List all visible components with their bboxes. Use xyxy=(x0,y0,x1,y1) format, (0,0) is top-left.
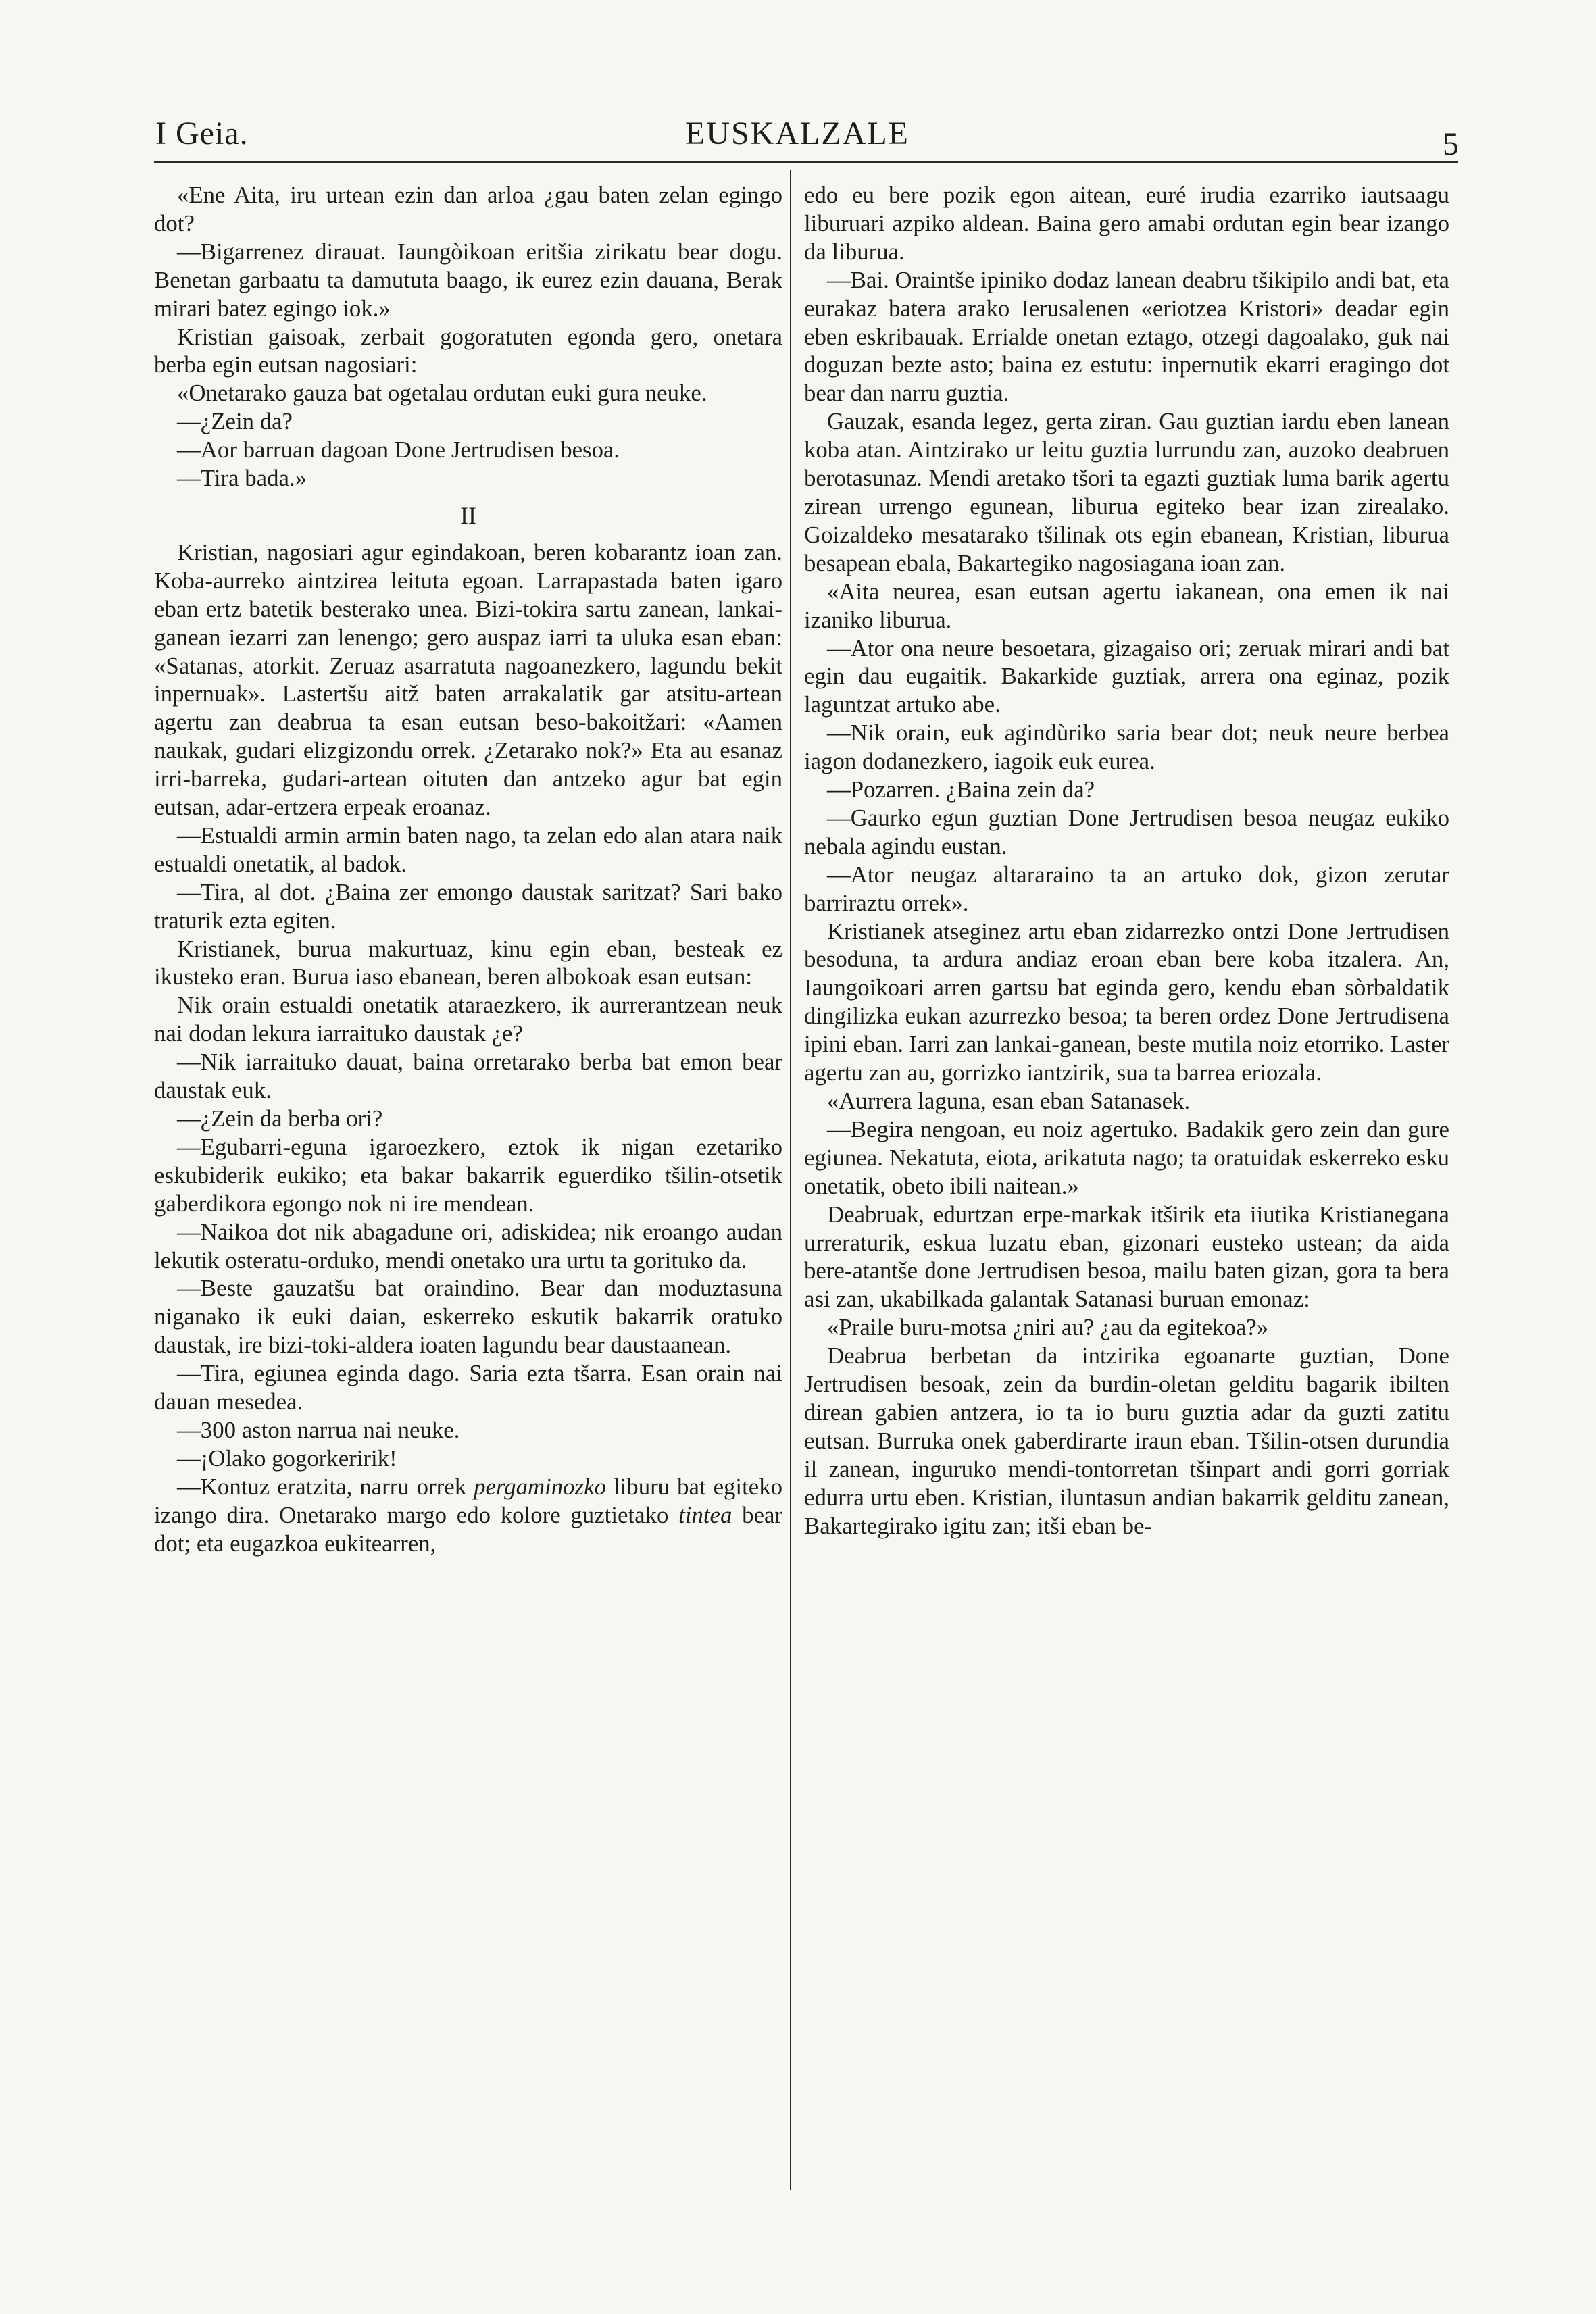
paragraph: Deabruak, edurtzan erpe-markak itširik eta iiutika Kristianegana urreraturik, eskua luzatu eban, gizonari eusteko ustean; da aida bere-atantše done Jertrudisen besoa, mailu baten gizan, gora ta bera asi zan, ukabilkada galantak Satanasi buruan emonaz: xyxy=(804,1201,1449,1313)
paragraph: «Ene Aita, iru urtean ezin dan arloa ¿gau baten zelan egingo dot? xyxy=(154,182,782,236)
paragraph: —¿Zein da berba ori? xyxy=(177,1105,383,1132)
paragraph: —Beste gauzatšu bat oraindino. Bear dan moduztasuna niganako ik euki daian, eskerreko eskutik bakarrik oratuko daustak, ire bizi-toki-aldera ioaten lagundu bear daustaanean. xyxy=(154,1275,782,1359)
paragraph: —Kontuz eratzita, narru orrek pergaminozko liburu bat egiteko izango dira. Onetarako margo edo kolore guztietako tintea bear dot; eta eugazkoa eukitearren, xyxy=(154,1473,782,1557)
left-paragraphs-before xyxy=(154,181,782,493)
italic-word: tintea xyxy=(678,1501,732,1528)
paragraph: Kristianek atseginez artu eban zidarrezko ontzi Done Jertrudisen besoduna, ta ardura andiaz eroan eban bere koba itzalera. An, Iaungoikoari arren gartsu bat eginda gero, kendu eban sòrbaldatik dingilizka eukan azurrezko besoa; ta beren ordez Done Jertrudisena ipini eban. Iarri zan lankai-ganean, beste mutila noiz etorriko. Laster agertu zan au, gorrizko iantzirik, sua ta barrea eriozala. xyxy=(804,917,1449,1086)
paragraph: —Pozarren. ¿Baina zein da? xyxy=(827,776,1095,803)
paragraph: Kristian gaisoak, zerbait gogoratuten egonda gero, onetara berba egin eutsan nagosiari: xyxy=(154,323,782,378)
paragraph: —Aor barruan dagoan Done Jertrudisen besoa. xyxy=(177,436,620,463)
paragraph: —Tira bada.» xyxy=(177,465,307,492)
section-heading: II xyxy=(460,501,476,529)
right-column xyxy=(804,181,1449,1540)
issue-label: I Geia. xyxy=(155,116,249,151)
paragraph: «Aurrera laguna, esan eban Satanasek. xyxy=(827,1088,1191,1114)
right-paragraphs xyxy=(804,181,1449,1540)
paragraph: «Praile buru-motsa ¿niri au? ¿au da egitekoa?» xyxy=(827,1314,1269,1341)
paragraph: —Begira nengoan, eu noiz agertuko. Badakik gero zein dan gure egiunea. Nekatuta, eiota, arikatuta nago; ta oratuidak eskerreko esku onetatik, obeto ibili naitean.» xyxy=(804,1115,1449,1199)
italic-word: pergaminozko xyxy=(474,1473,606,1500)
paragraph: —¿Zein da? xyxy=(177,408,293,435)
running-header xyxy=(135,108,1460,162)
paragraph: edo eu bere pozik egon aitean, euré irudia ezarriko iautsaagu liburuari azpiko aldean. Baina gero amabi ordutan egin bear izango da liburua. xyxy=(804,182,1449,265)
paragraph: —Nik orain, euk agindùriko saria bear dot; neuk neure berbea iagon dodanezkero, iagoik euk eurea. xyxy=(804,720,1449,775)
header-rule xyxy=(154,161,1458,163)
column-rule xyxy=(790,170,791,2190)
paragraph: —300 aston narrua nai neuke. xyxy=(177,1416,460,1443)
paragraph: Deabrua berbetan da intzirika egoanarte guztian, Done Jertrudisen besoak, zein da burdin-oletan gelditu bagarik ibilten direan gabien antzera, io ta io buru guztia adar da guzti zatitu eutsan. Burruka onek gaberdirarte iraun eban. Tšilin-otsen durundia il zanean, inguruko mendi-tontorretan tšinpart andi gorri gorriak edurra urtu eben. Kristian, iluntasun andian bakarrik gelditu zanean, Bakartegirako igitu zan; itši eban be- xyxy=(804,1342,1449,1539)
paragraph: —Naikoa dot nik abagadune ori, adiskidea; nik eroango audan lekutik osteratu-orduko, mendi onetako ura urtu ta gorituko da. xyxy=(154,1218,782,1274)
paragraph: Kristianek, burua makurtuaz, kinu egin eban, besteak ez ikusteko eran. Burua iaso ebanean, beren albokoak esan eutsan: xyxy=(154,935,782,990)
paragraph: —Nik iarraituko dauat, baina orretarako berba bat emon bear daustak euk. xyxy=(154,1049,782,1104)
paragraph: Nik orain estualdi onetatik ataraezkero, ik aurrerantzean neuk nai dodan lekura iarraituko daustak ¿e? xyxy=(154,992,782,1047)
paragraph: —¡Olako gogorkeririk! xyxy=(177,1444,397,1472)
page-number: 5 xyxy=(1443,126,1460,162)
paragraph: —Estualdi armin armin baten nago, ta zelan edo alan atara naik estualdi onetatik, al badok. xyxy=(154,822,782,877)
paragraph: «Onetarako gauza bat ogetalau ordutan euki gura neuke. xyxy=(177,380,707,407)
journal-title: EUSKALZALE xyxy=(685,116,909,151)
paragraph: —Tira, egiunea eginda dago. Saria ezta tšarra. Esan orain nai dauan mesedea. xyxy=(154,1360,782,1415)
paragraph: —Ator ona neure besoetara, gizagaiso ori; zeruak mirari andi bat egin dau eugaitik. Bakarkide guztiak, arrera ona eginaz, pozik laguntzat artuko abe. xyxy=(804,634,1449,718)
paragraph: —Egubarri-eguna igaroezkero, eztok ik nigan ezetariko eskubiderik eukiko; eta bakar bakarrik eguerdiko tšilin-otsetik gaberdikora egongo nok ni ire mendean. xyxy=(154,1133,782,1217)
paragraph: —Tira, al dot. ¿Baina zer emongo daustak saritzat? Sari bako traturik ezta egiten. xyxy=(154,878,782,934)
paragraph: —Ator neugaz altararaino ta an artuko dok, gizon zerutar barriraztu orrek». xyxy=(804,861,1449,916)
paragraph: Kristian, nagosiari agur egindakoan, beren kobarantz ioan zan. Koba-aurreko aintzirea leituta egoan. Larrapastada baten igaro eban ertz batetik besterako unea. Bizi-tokira sartu zanean, lankai-ganean iezarri zan lenengo; gero auspaz iarri ta uluka esan eban: «Satanas, atorkit. Zeruaz asarratuta nagoanezkero, lagundu bekit inpernuak». Lastertšu aitž baten arrakalatik gar atsitu-artean agertu zan deabrua ta esan eutsan beso-bakoitžari: «Aamen naukak, gudari elizgizondu orrek. ¿Zetarako nok?» Eta au esanaz irri-barreka, gudari-artean oituten dan antzeko agur bat egin eutsan, adar-ertzera erpeak eroanaz. xyxy=(154,538,782,821)
left-paragraphs-after xyxy=(154,538,782,1473)
paragraph: —Bai. Oraintše ipiniko dodaz lanean deabru tšikipilo andi bat, eta eurakaz batera arako Ierusalenen «eriotzea Kristori» deadar egin eben eskribauak. Errialde onetan eztago, otzegi dagoalako, guk nai doguzan bezte asto; baina ez estutu: inpernutik ekarri eragingo dot bear dan narru guztia. xyxy=(804,266,1449,407)
paragraph: —Gaurko egun guztian Done Jertrudisen besoa neugaz eukiko nebala agindu eustan. xyxy=(804,804,1449,859)
paragraph: Gauzak, esanda legez, gerta ziran. Gau guztian iardu eben lanean koba atan. Aintzirako ur leitu guztia lurrundu zan, auzoko deabruen berotasunaz. Mendi aretako tšori ta egazti guztiak luma barik agertu zirean urrengo egunean, liburua egiteko bear izan zirealako. Goizaldeko mesatarako tšilinak ots egin ebanean, Kristian, liburua besapean ebala, Bakartegiko nagosiagana ioan zan. xyxy=(804,408,1449,576)
left-column xyxy=(154,181,782,1558)
paragraph: —Bigarrenez dirauat. Iaungòikoan eritšia zirikatu bear dogu. Benetan garbaatu ta damututa baago, ik eurez ezin dauana, Berak mirari batez egingo iok.» xyxy=(154,238,782,322)
paragraph: «Aita neurea, esan eutsan agertu iakanean, ona emen ik nai izaniko liburua. xyxy=(804,578,1449,633)
